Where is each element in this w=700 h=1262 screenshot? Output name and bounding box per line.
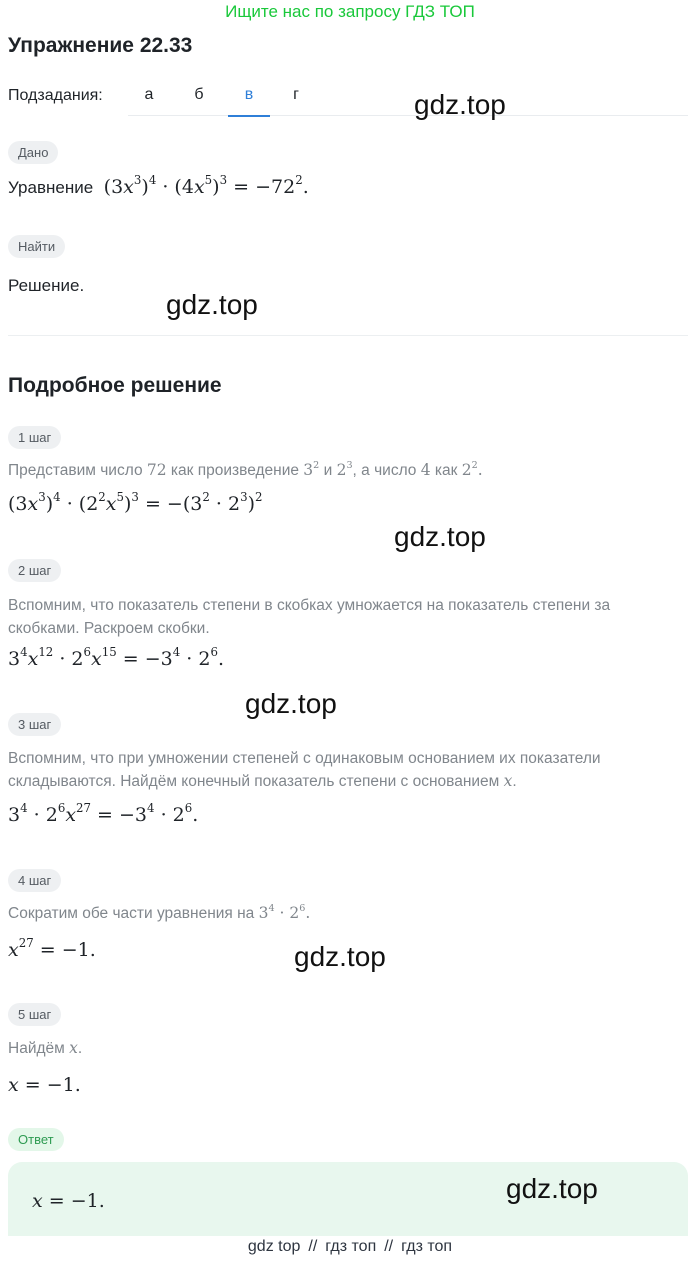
step-5-formula: x = −1. [8,1074,81,1096]
given-prefix: Уравнение [8,178,94,197]
step-text: складываются. Найдём конечный показатель степени с основанием [8,773,504,790]
step-4-text [8,902,310,925]
step-1 [8,426,61,449]
watermark: gdz.top [294,941,386,972]
footer-separator: // [384,1238,394,1255]
step-5 [8,1003,61,1026]
step-3 [8,713,61,736]
step-4-formula: $x^{27} = -1$. [8,936,96,961]
step-chip: 1 шаг [8,426,61,449]
step-2-text [8,594,688,640]
given-formula: $(3x^3)^4 \cdot (4x^5)^3 = -72^2$. [97,173,309,198]
math-variable: x [69,1039,78,1057]
divider [8,335,688,336]
step-text: Найдём [8,1040,70,1057]
footer-link[interactable]: гдз топ [401,1238,453,1255]
math-number: 72 [146,461,167,479]
find-text: Решение. [8,276,85,295]
math-variable: x [503,772,513,790]
promo-banner[interactable]: Ищите нас по запросу ГДЗ ТОП [225,2,475,21]
step-text: как [430,462,462,479]
page-title: Упражнение 22.33 [8,34,193,57]
math-inline: $2^3$ [336,459,353,479]
step-3-text [8,747,688,793]
step-text: . [77,1040,83,1057]
step-chip: 5 шаг [8,1003,61,1026]
watermark: gdz.top [506,1173,598,1204]
given-equation [8,173,309,198]
step-text: и [319,462,337,479]
step-text: Вспомним, что при умножении степеней с одинаковым основанием их показатели [8,750,601,767]
step-5-text [8,1037,82,1060]
step-chip: 3 шаг [8,713,61,736]
given-section [8,141,58,164]
step-2 [8,559,61,582]
footer-separator: // [308,1238,318,1255]
step-3-formula: $3^4 \cdot 2^6x^{27} = -3^4 \cdot 2^6$. [8,801,199,826]
step-text: Представим число [8,462,147,479]
step-text: , а число [352,462,421,479]
find-section [8,235,65,258]
subtasks-label: Подзадания: [8,87,103,104]
step-text: Вспомним, что показатель степени в скобках умножается на показатель степени за [8,597,611,614]
answer-chip: Ответ [8,1128,64,1151]
math-number: 4 [420,461,431,479]
tab-b[interactable]: б [194,86,204,103]
answer-formula: x = −1. [32,1190,105,1212]
step-text: Сократим обе части уравнения на [8,905,259,922]
find-chip: Найти [8,235,65,258]
watermark: gdz.top [166,289,258,320]
footer-links [0,1238,700,1256]
step-chip: 2 шаг [8,559,61,582]
solution-title: Подробное решение [8,374,222,397]
tab-v[interactable]: в [228,86,270,117]
tab-g[interactable]: г [293,86,299,103]
step-chip: 4 шаг [8,869,61,892]
math-inline: $3^4 \cdot 2^6$. [258,902,311,922]
given-chip: Дано [8,141,58,164]
step-1-formula: $(3x^3)^4 \cdot (2^2x^5)^3 = -(3^2 \cdot 2^3)^2$ [8,490,263,515]
watermark: gdz.top [245,688,337,719]
step-2-formula: $3^4x^{12} \cdot 2^6x^{15} = -3^4 \cdot 2^6$. [8,645,224,670]
math-inline: $3^2$ [303,459,320,479]
tab-a[interactable]: а [144,86,154,103]
subtasks-tabs [128,78,688,116]
step-1-text [8,459,483,482]
footer-link[interactable]: гдз топ [325,1238,377,1255]
watermark: gdz.top [414,89,506,120]
answer-section [8,1128,64,1151]
step-4 [8,869,61,892]
step-text: как произведение [166,462,304,479]
step-text: . [512,773,517,790]
math-inline: $2^2$. [461,459,483,479]
footer-link[interactable]: gdz top [247,1238,301,1255]
watermark: gdz.top [394,521,486,552]
step-text: скобками. Раскроем скобки. [8,620,210,637]
